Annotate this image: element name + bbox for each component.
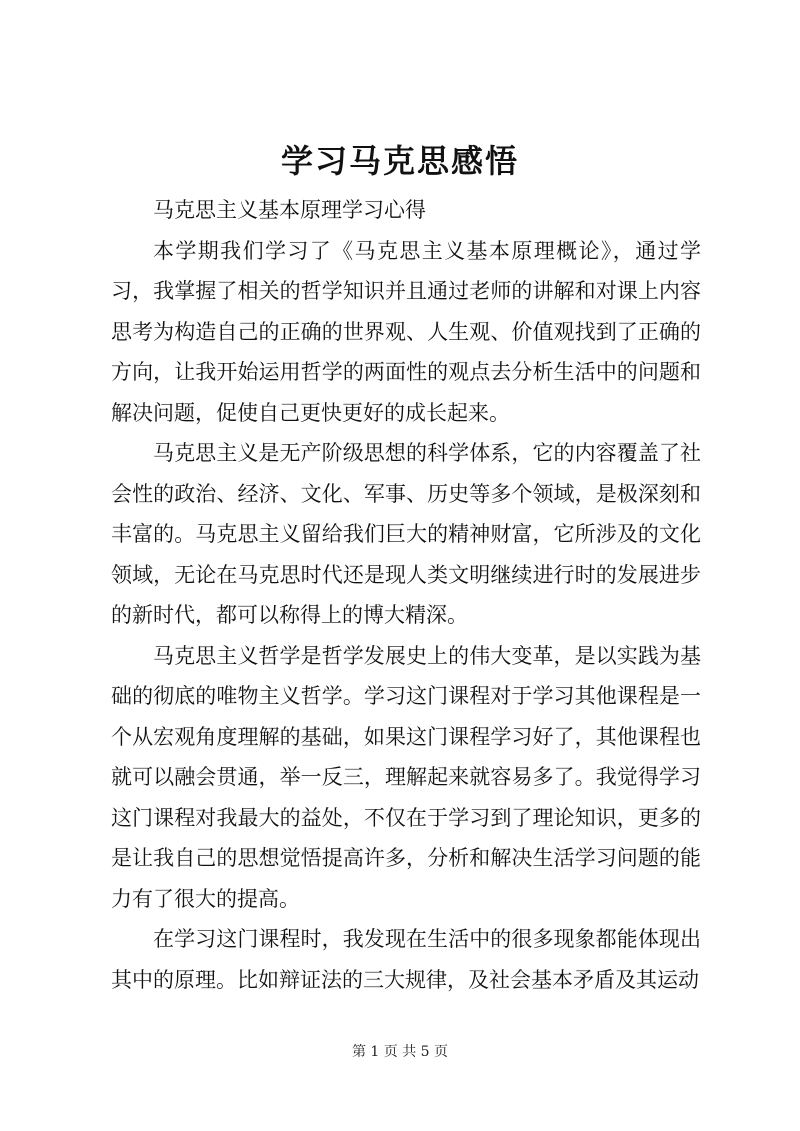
document-title: 学习马克思感悟 xyxy=(280,142,519,180)
paragraph: 马克思主义是无产阶级思想的科学体系，它的内容覆盖了社会性的政治、经济、文化、军事、历史等多个领域，是极深刻和丰富的。马克思主义留给我们巨大的精神财富，它所涉及的文化领域，无论在马克思时代还是现人类文明继续进行时的发展进步的新时代，都可以称得上的博大精深。 xyxy=(111,441,701,627)
page-footer: 第 1 页 共 5 页 xyxy=(351,1044,449,1060)
paragraph: 马克思主义哲学是哲学发展史上的伟大变革，是以实践为基础的彻底的唯物主义哲学。学习这门课程对于学习其他课程是一个从宏观角度理解的基础，如果这门课程学习好了，其他课程也就可以融会贯通，举一反三，理解起来就容易多了。我觉得学习这门课程对我最大的益处，不仅在于学习到了理论知识，更多的是让我自己的思想觉悟提高许多，分析和解决生活学习问题的能力有了很大的提高。 xyxy=(111,643,701,911)
document-subtitle: 马克思主义基本原理学习心得 xyxy=(153,198,426,222)
document-body xyxy=(111,190,701,1000)
paragraph: 在学习这门课程时，我发现在生活中的很多现象都能体现出其中的原理。比如辩证法的三大规律，及社会基本矛盾及其运动 xyxy=(111,927,701,992)
paragraph: 本学期我们学习了《马克思主义基本原理概论》，通过学习，我掌握了相关的哲学知识并且通过老师的讲解和对课上内容思考为构造自己的正确的世界观、人生观、价值观找到了正确的方向，让我开始运用哲学的两面性的观点去分析生活中的问题和解决问题，促使自己更快更好的成长起来。 xyxy=(111,238,701,425)
